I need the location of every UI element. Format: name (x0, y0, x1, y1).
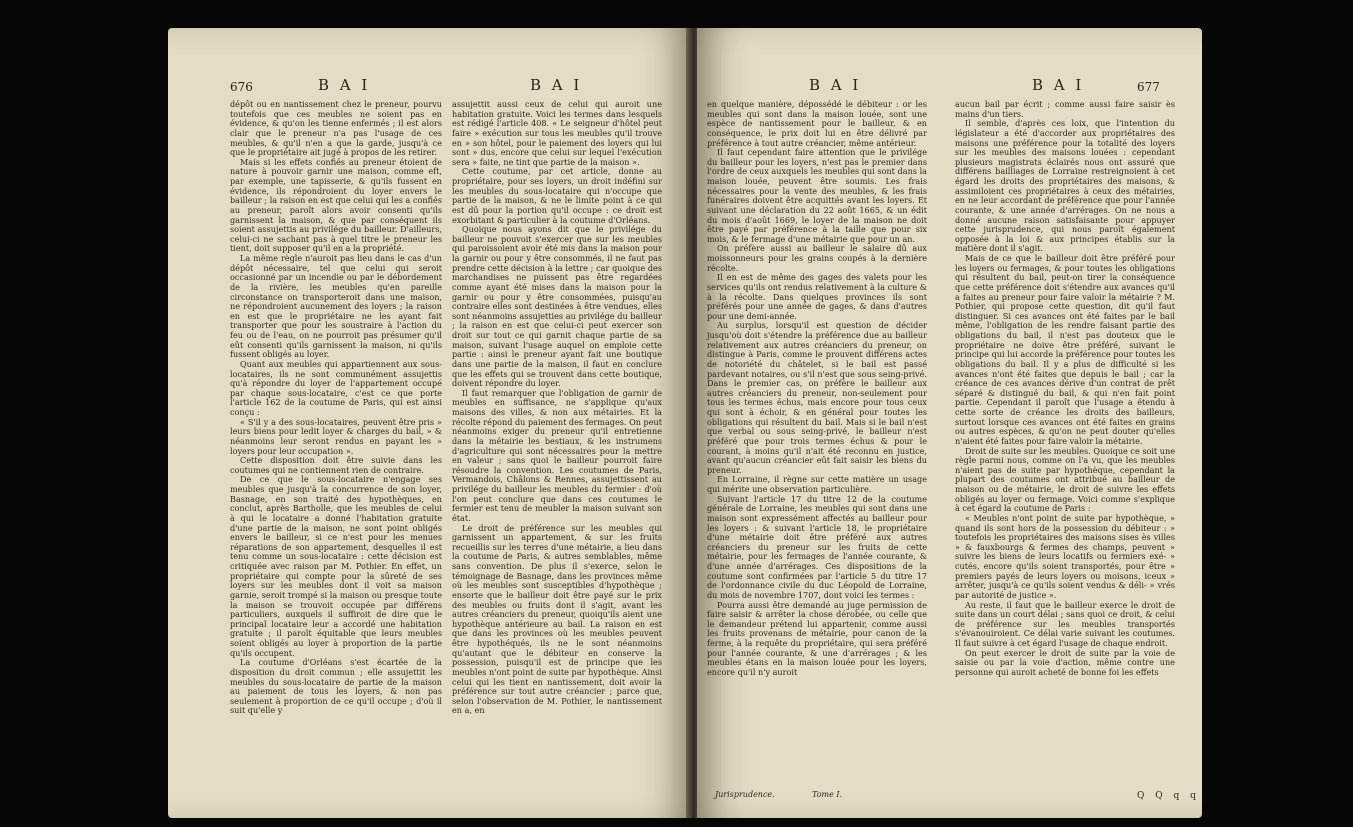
paragraph: « S'il y a des sous-locataires, peuvent être pris » leurs biens pour ledit loyer & charges du bail, » & néanmoins leur seront rendus en payant les » loyers pour leur occupation ». (230, 416, 442, 456)
right-column-1 (707, 100, 927, 678)
paragraph: Au surplus, lorsqu'il est question de décider jusqu'où doit s'étendre la préférence due au bailleur relativement aux autres créanciers du preneur, on distingue à Paris, comme le prouvent différens actes de notoriété du châtelet, si le bail est passé pardevant notaires, ou s'il n'est que sous seing-privé. Dans le premier cas, on préfère le bailleur aux autres créanciers du preneur, non-seulement pour tous les termes échus, mais encore pour tous ceux qui sont à échoir, & en général pour toutes les obligations qui résultent du bail. Mais si le bail n'est que verbal ou sous seing-privé, le bailleur n'est préféré que pour trois termes échus & pour le courant, à moins qu'il n'ait été reconnu en justice, avant qu'aucun créancier eût fait saisir les biens du preneur. (707, 320, 927, 475)
right-header-right: B A I (1032, 76, 1085, 94)
left-column-2 (452, 100, 662, 716)
paragraph: On peut exercer le droit de suite par la voie de saisie ou par la voie d'action, même contre une personne qui auroit acheté de bonne foi les effets (955, 647, 1175, 677)
paragraph: assujettit aussi ceux de celui qui auroit une habitation gratuite. Voici les termes dans lesquels est rédigé l'article 408. « Le seigneur d'hôtel peut faire » exécution sur tous les meubles qu'il trouve en » son hôtel, pour le paiement des loyers qui lui sont » dus, encore que celui sur lequel l'exécution sera » faite, ne tint que partie de la maison ». (452, 99, 662, 167)
left-header-left: B A I (318, 76, 371, 94)
paragraph: Le droit de préférence sur les meubles qui garnissent un appartement, & sur les fruits recueillis sur les terres d'une métairie, a lieu dans la coutume de Paris, & autres semblables, même sans convention. De plus il s'exerce, selon le témoignage de Basnage, dans les provinces même où les meubles sont susceptibles d'hypothèque ; ensorte que le bailleur doit être payé sur le prix des meubles ou fruits dont il s'agit, avant les autres créanciers du preneur, quoiqu'ils aient une hypothèque antérieure au bail. La raison en est que dans les provinces où les meubles peuvent être hypothéqués, ils ne le sont néanmoins qu'autant que le débiteur en conserve la possession, puisqu'il est de principe que les meubles n'ont point de suite par hypothèque. Ainsi celui qui les tient en nantissement, doit avoir la préférence sur tout autre créancier ; parce que, selon l'observation de M. Pothier, le nantissement en a, en (452, 522, 662, 716)
left-column-1 (230, 100, 442, 716)
paragraph: Droit de suite sur les meubles. Quoique ce soit une règle parmi nous, comme on l'a vu, que les meubles n'aient pas de suite par hypothèque, cependant la plupart des coutumes ont attribué au bailleur de maison ou de métairie, le droit de suivre les effets obligés au loyer ou fermage. Voici comme s'explique à cet égard la coutume de Paris : (955, 445, 1175, 514)
paragraph: On préfère aussi au bailleur le salaire dû aux moissonneurs pour les grains coupés à la dernière récolte. (707, 243, 927, 273)
paragraph: dépôt ou en nantissement chez le preneur, pourvu toutefois que ces meubles ne soient pas en évidence, & qu'on les tienne enfermés ; il est alors clair que le preneur n'a pas l'usage de ces meubles, & qu'il n'en a que la garde, jusqu'à ce que le propriétaire ait jugé à propos de les retirer. (230, 99, 442, 158)
signature-mark: Q Q q q (1137, 791, 1200, 801)
paragraph: en quelque manière, dépossédé le débiteur : or les meubles qui sont dans la maison louée, sont une espèce de nantissement pour le bailleur, & en conséquence, le prix doit lui en être délivré par préférence à tout autre créancier, même antérieur. (707, 99, 927, 148)
right-column-2 (955, 100, 1175, 678)
paragraph: Quant aux meubles qui appartiennent aux sous-locataires, ils ne sont communément assujettis qu'à répondre du loyer de l'appartement occupé par chaque sous-locataire, c'est ce que porte l'article 162 de la coutume de Paris, qui est ainsi conçu : (230, 358, 442, 417)
paragraph: aucun bail par écrit ; comme aussi faire saisir ès mains d'un tiers. (955, 99, 1175, 119)
right-page-number: 677 (1137, 80, 1160, 94)
paragraph: Au reste, il faut que le bailleur exerce le droit de suite dans un court délai ; sans quoi ce droit, & celui de préférence sur les meubles transportés s'évanouiroient. Ce délai varie suivant les coutumes. Il faut suivre à cet égard l'usage de chaque endroit. (955, 599, 1175, 648)
right-page (697, 28, 1202, 818)
paragraph: Cette coutume, par cet article, donne au propriétaire, pour ses loyers, un droit indéfini sur les meubles du sous-locataire qui n'occupe que partie de la maison, & ne le limite point à ce qui est dû pour la portion qu'il occupe : ce droit est exorbitant & particulier à la coutume d'Orléans. (452, 166, 662, 225)
paragraph: La même règle n'auroit pas lieu dans le cas d'un dépôt nécessaire, tel que celui qui seroit occasionné par un incendie ou par le débordement de la rivière, les meubles qu'en pareille circonstance on transporteroit dans une maison, ne répondroient aucunement des loyers ; la raison en est que le propriétaire ne les ayant fait transporter que pour les soustraire à l'action du feu ou de l'eau, on ne pourroit pas présumer qu'il eût consenti qu'ils garnissent la maison, ni qu'ils fussent obligés au loyer. (230, 253, 442, 360)
paragraph: Quoique nous ayons dit que le privilége du bailleur ne pouvoit s'exercer que sur les meubles qui paroissoient avoir été mis dans la maison pour la garnir ou pour y être consommés, il ne faut pas prendre cette décision à la lettre ; car quoique des marchandises ne puissent pas être regardées comme ayant été mises dans la maison pour la garnir ou pour y être consommées, puisqu'au contraire elles sont destinées à être vendues, elles sont néanmoins assujetties au privilége du bailleur ; la raison en est que celui-ci peut exercer son droit sur tout ce qui garnit chaque partie de sa maison, suivant l'usage auquel on emploie cette partie : ainsi le preneur ayant fait une boutique dans une partie de la maison, il faut en conclure que les effets qui se trouvent dans cette boutique, doivent répondre du loyer. (452, 224, 662, 389)
left-header-right: B A I (530, 76, 583, 94)
paragraph: Il en est de même des gages des valets pour les services qu'ils ont rendus relativement à la culture & à la récolte. Dans quelques provinces ils sont préférés pour une année de gages, & dans d'autres pour une demi-année. (707, 272, 927, 321)
paragraph: Il faut cependant faire attention que le privilége du bailleur pour les loyers, n'est pas le premier dans l'ordre de ceux auxquels les meubles qui sont dans la maison louée, peuvent être soumis. Les frais nécessaires pour la vente des meubles, & les frais funéraires doivent être acquittés avant les loyers. Et suivant une déclaration du 22 août 1665, & un édit du mois d'août 1669, le loyer de la maison ne doit être payé par préférence à la taille que pour six mois, & le fermage d'une métairie que pour un an. (707, 147, 927, 244)
right-header-left: B A I (809, 76, 862, 94)
paragraph: Il semble, d'après ces loix, que l'intention du législateur a été d'accorder aux propriétaires des maisons une préférence pour la totalité des loyers sur les meubles des maisons louées : cependant plusieurs magistrats éclairés nous ont assuré que différens bailliages de Lorraine restreignoient à cet égard les droits des propriétaires des maisons, & assimiloient ces propriétaires à ceux des métairies, en ne leur accordant de préférence que pour l'année courante, & une année d'arrérages. On ne nous a donné aucune raison satisfaisante pour appuyer cette jurisprudence, qui nous paroît également opposée à la loi & aux principes établis sur la matière dont il s'agit. (955, 118, 1175, 254)
paragraph: Pourra aussi être demandé au juge permission de faire saisir & arrêter la chose dérobée, ou celle que le demandeur prétend lui appartenir, comme aussi les fruits provenans de métairie, pour canon de la ferme, à la requête du propriétaire, qui sera préféré pour l'année courante, & une d'arrérages ; & les meubles étans en la maison louée pour les loyers, encore qu'il n'y auroit (707, 599, 927, 677)
paragraph: Mais si les effets confiés au preneur étoient de nature à pouvoir garnir une maison, comme eft, par exemple, une tapisserie, & qu'ils fussent en évidence, ils répondroient du loyer envers le bailleur ; la raison en est que celui qui les a confiés au preneur, paroît alors avoir consenti qu'ils garnissent la maison, & que par conséquent ils soient assujettis au privilége du bailleur. D'ailleurs, celui-ci ne sachant pas à quel titre le preneur les tient, doit supposer qu'il en a la propriété. (230, 156, 442, 254)
paragraph: De ce que le sous-locataire n'engage ses meubles que jusqu'à la concurrence de son loyer, Basnage, en son traité des hypothèques, en conclut, après Bartholle, que les meubles de celui à qui le locataire a donné l'habitation gratuite d'une partie de la maison, ne sont point obligés envers le bailleur, si ce n'est pour les menues réparations de son appartement, desquelles il est tenu comme un sous-locataire : cette décision est critiquée avec raison par M. Pothier. En effet, un propriétaire qui compte pour la sûreté de ses loyers sur les meubles dont il voit sa maison garnie, seroit trompé si la maison ou presque toute la maison se trouvoit occupée par différens particuliers, auxquels il suffiroit de dire que le principal locataire leur a accordé une habitation gratuite ; il paroît équitable que leurs meubles soient obligés au loyer à proportion de la partie qu'ils occupent. (230, 474, 442, 658)
left-page (168, 28, 691, 818)
paragraph: Il faut remarquer que l'obligation de garnir de meubles en suffisance, ne s'applique qu'aux maisons des villes, & non aux métairies. Et la récolte répond du paiement des fermages. On peut néanmoins exiger du preneur qu'il entretienne dans la métairie les bestiaux, & les instrumens d'agriculture qui sont nécessaires pour la mettre en valeur ; sans quoi le bailleur pourroit faire résoudre la convention. Les coutumes de Paris, Vermandois, Châlons & Rennes, assujettissent au privilége du bailleur les meubles du fermier : d'où l'on peut conclure que dans ces coutumes le fermier est tenu de meubler la maison suivant son état. (452, 387, 662, 523)
paragraph: La coutume d'Orléans s'est écartée de la disposition du droit commun ; elle assujettit les meubles du sous-locataire de partie de la maison au paiement de tous les loyers, & non pas seulement à proportion de ce qu'il occupe ; d'où il suit qu'elle y (230, 657, 442, 716)
footer-jurisprudence: Jurisprudence. (715, 790, 775, 799)
paragraph: Cette disposition doit être suivie dans les coutumes qui ne contiennent rien de contraire. (230, 455, 442, 475)
paragraph: Suivant l'article 17 du titre 12 de la coutume générale de Lorraine, les meubles qui sont dans une maison sont expressément affectés au bailleur pour les loyers : & suivant l'article 18, le propriétaire d'une métairie doit être préféré aux autres créanciers du preneur sur les fruits de cette métairie, pour les fermages de l'année courante, & d'une année d'arrérages. Ces dispositions de la coutume sont confirmées par l'article 5 du titre 17 de l'ordonnance civile du duc Léopold de Lorraine, du mois de novembre 1707, dont voici les termes : (707, 493, 927, 600)
paragraph: En Lorraine, il règne sur cette matière un usage qui mérite une observation particulière. (707, 474, 927, 494)
paragraph: Mais de ce que le bailleur doit être préféré pour les loyers ou fermages, & pour toutes les obligations qui résultent du bail, peut-on tirer la conséquence que cette préférence doit s'étendre aux avances qu'il a faites au preneur pour faire valoir la métairie ? M. Pothier, qui propose cette question, dit qu'il faut distinguer. Si ces avances ont été faites par le bail même, l'obligation de les rendre faisant partie des obligations du bail, il n'est pas douteux que le propriétaire ne doive être préféré, suivant le principe qui lui accorde la préférence pour toutes les obligations du bail. Il y a plus de difficulté si les avances n'ont été faites que depuis le bail ; car la créance de ces avances dérive d'un contrat de prêt séparé & distingué du bail, & qui n'en fait point partie. Cependant il paroît que l'usage a étendu à cette sorte de créance les droits des bailleurs, surtout lorsque ces avances ont été faites en grains ou autres espèces, & qu'on ne peut douter qu'elles n'aient été faites pour faire valoir la métairie. (955, 253, 1175, 446)
left-page-number: 676 (230, 80, 253, 94)
footer-tome: Tome I. (812, 790, 843, 799)
paragraph: « Meubles n'ont point de suite par hypothèque, » quand ils sont hors de la possession du débiteur : » toutefois les propriétaires des maisons sises ès villes » & fauxbourgs & fermes des champs, peuvent » suivre les biens de leurs locatifs ou fermiers exé- » cutés, encore qu'ils soient transportés, pour être » premiers payés de leurs loyers ou moisons, iceux » arrêter, jusqu'à ce qu'ils soient vendus & déli- » vrés par autorité de justice ». (955, 512, 1175, 600)
